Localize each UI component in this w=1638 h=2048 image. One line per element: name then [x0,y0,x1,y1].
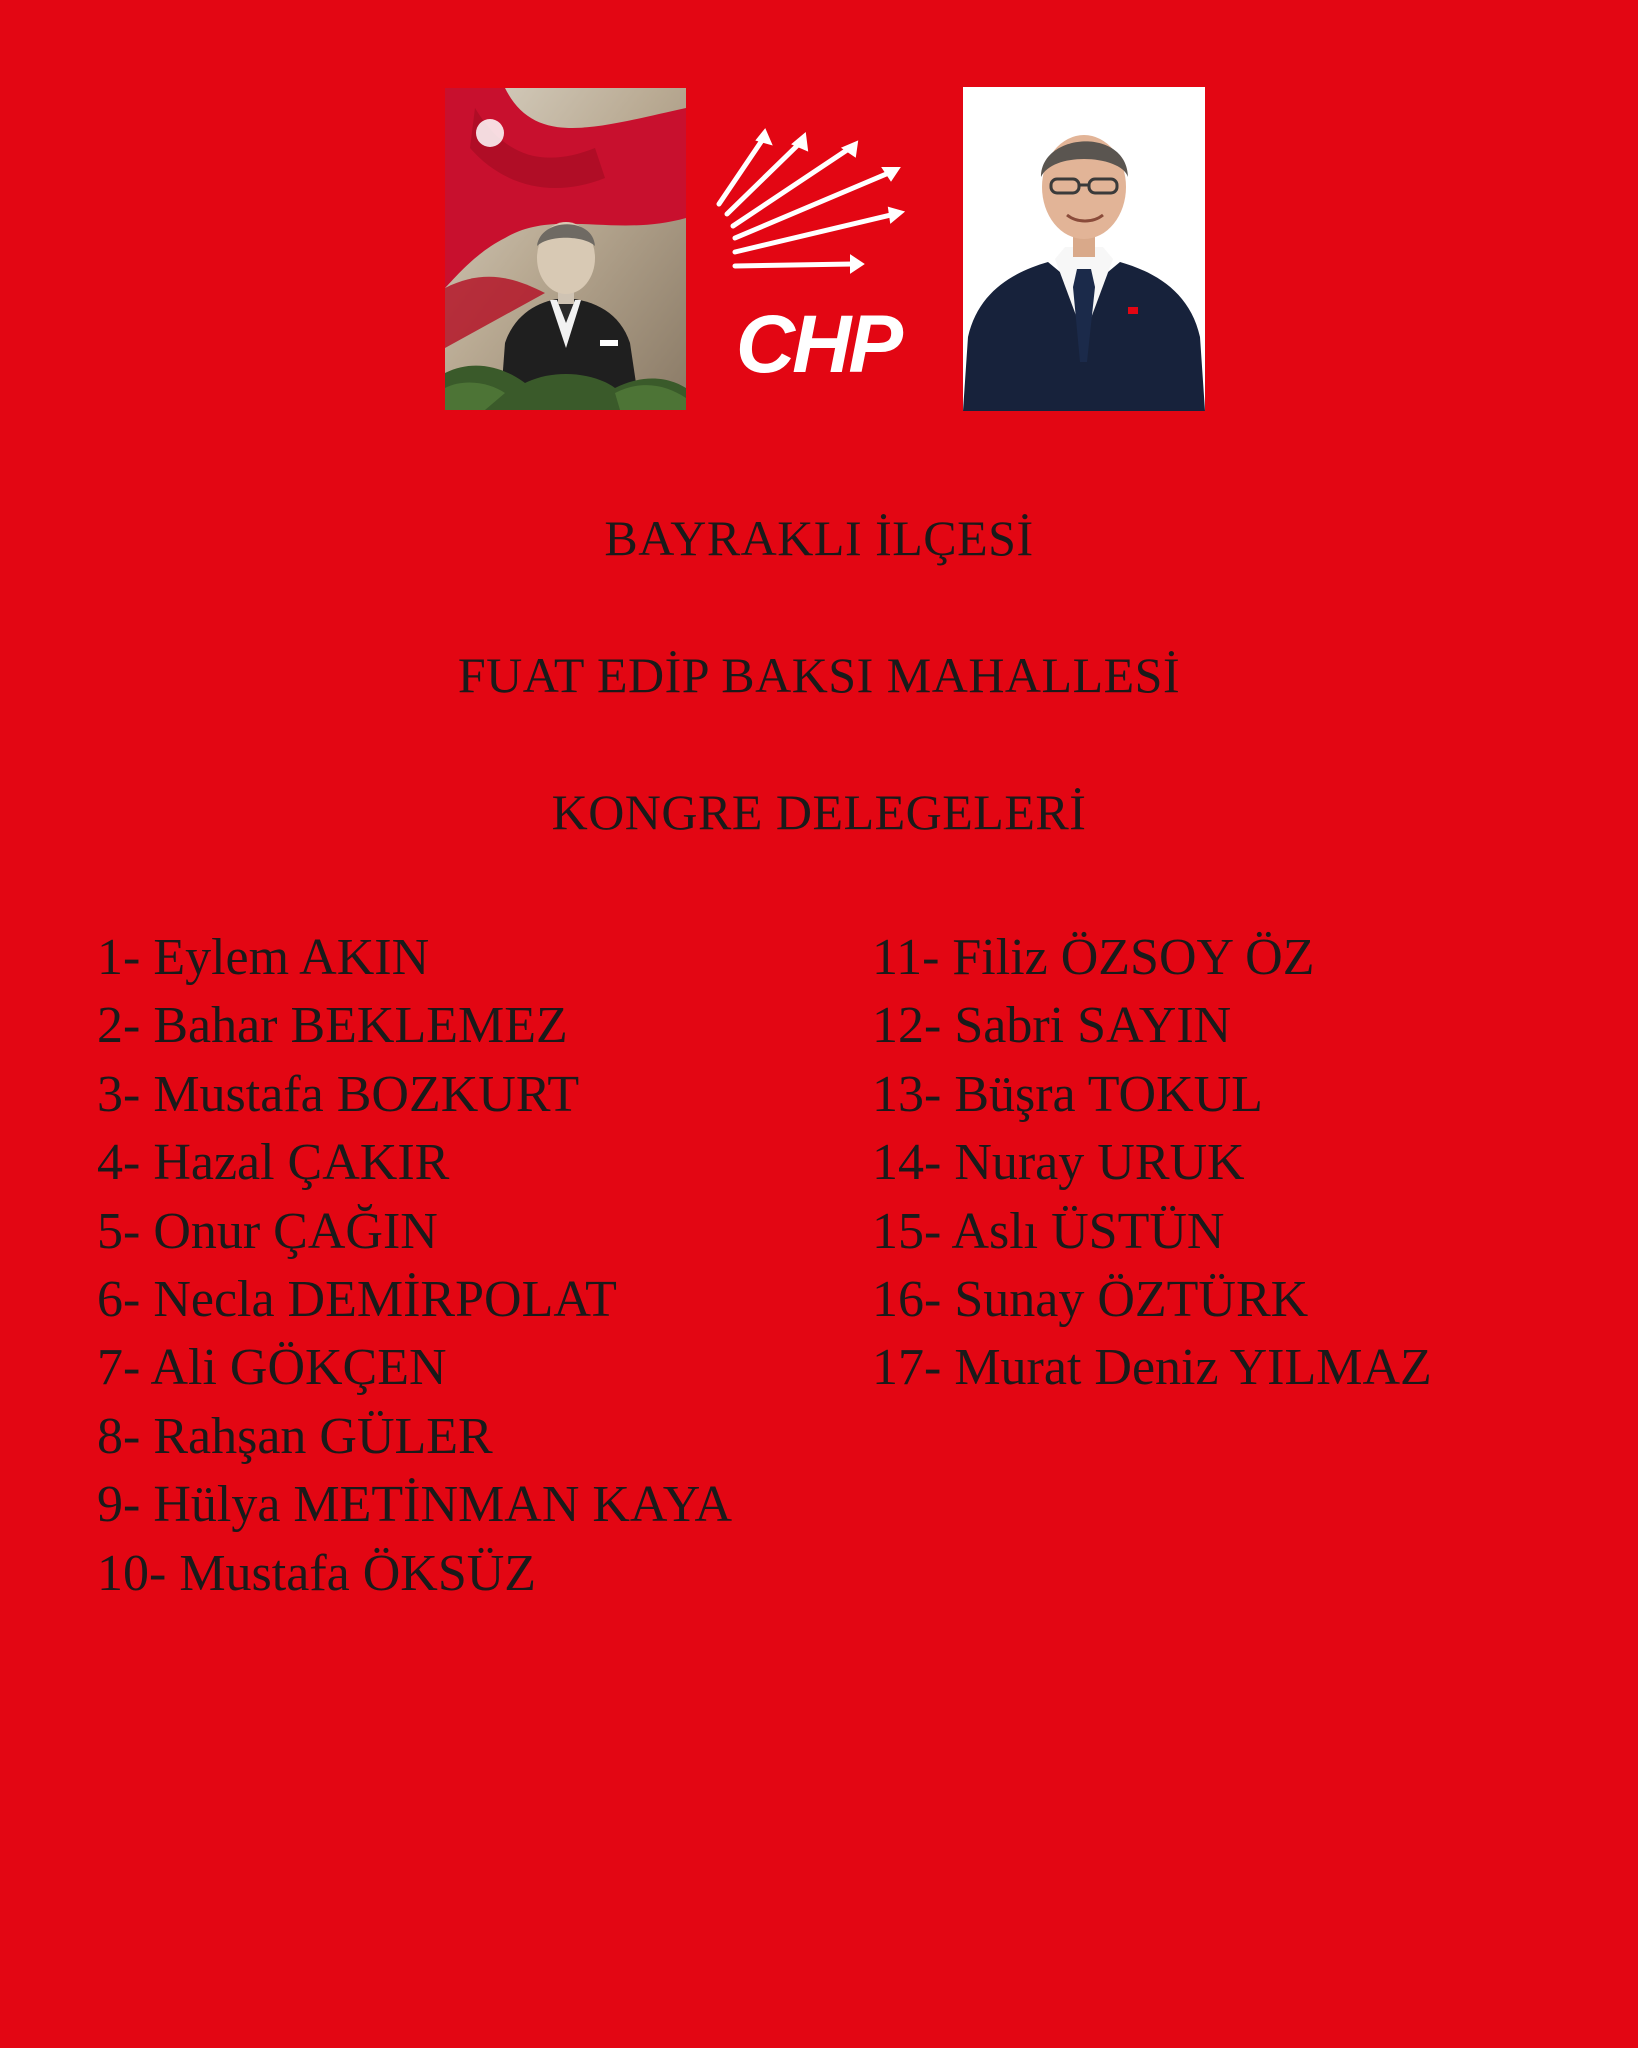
delegate-item: 15- Aslı ÜSTÜN [872,1202,1225,1260]
district-heading: BAYRAKLI İLÇESİ [604,510,1034,566]
delegate-item: 16- Sunay ÖZTÜRK [872,1271,1309,1329]
delegate-list-right [872,924,1592,1403]
delegates-title: KONGRE DELEGELERİ [551,784,1087,840]
delegate-item: 17- Murat Deniz YILMAZ [872,1339,1432,1397]
chp-logo-text: CHP [735,299,901,390]
leader-portrait [963,87,1205,411]
header-images [445,87,1205,411]
delegate-item: 2- Bahar BEKLEMEZ [97,997,568,1055]
chp-logo [713,122,923,392]
delegate-item: 5- Onur ÇAĞIN [97,1202,438,1260]
neighborhood-heading: FUAT EDİP BAKSI MAHALLESİ [457,647,1181,703]
delegate-item: 3- Mustafa BOZKURT [97,1065,580,1123]
delegate-item: 13- Büşra TOKUL [872,1065,1263,1123]
delegate-item: 1- Eylem AKIN [97,929,430,986]
delegate-item: 12- Sabri SAYIN [872,997,1232,1055]
delegate-item: 8- Rahşan GÜLER [97,1407,493,1465]
delegate-item: 14- Nuray URUK [872,1134,1245,1192]
delegate-item: 6- Necla DEMİRPOLAT [97,1271,617,1329]
delegate-item: 9- Hülya METİNMAN KAYA [97,1476,733,1534]
delegate-list-left [97,924,817,1608]
delegate-item: 7- Ali GÖKÇEN [97,1339,447,1397]
ataturk-portrait [445,88,686,410]
delegate-item: 10- Mustafa ÖKSÜZ [97,1544,537,1602]
delegate-item: 11- Filiz ÖZSOY ÖZ [872,929,1315,986]
delegate-item: 4- Hazal ÇAKIR [97,1134,450,1192]
